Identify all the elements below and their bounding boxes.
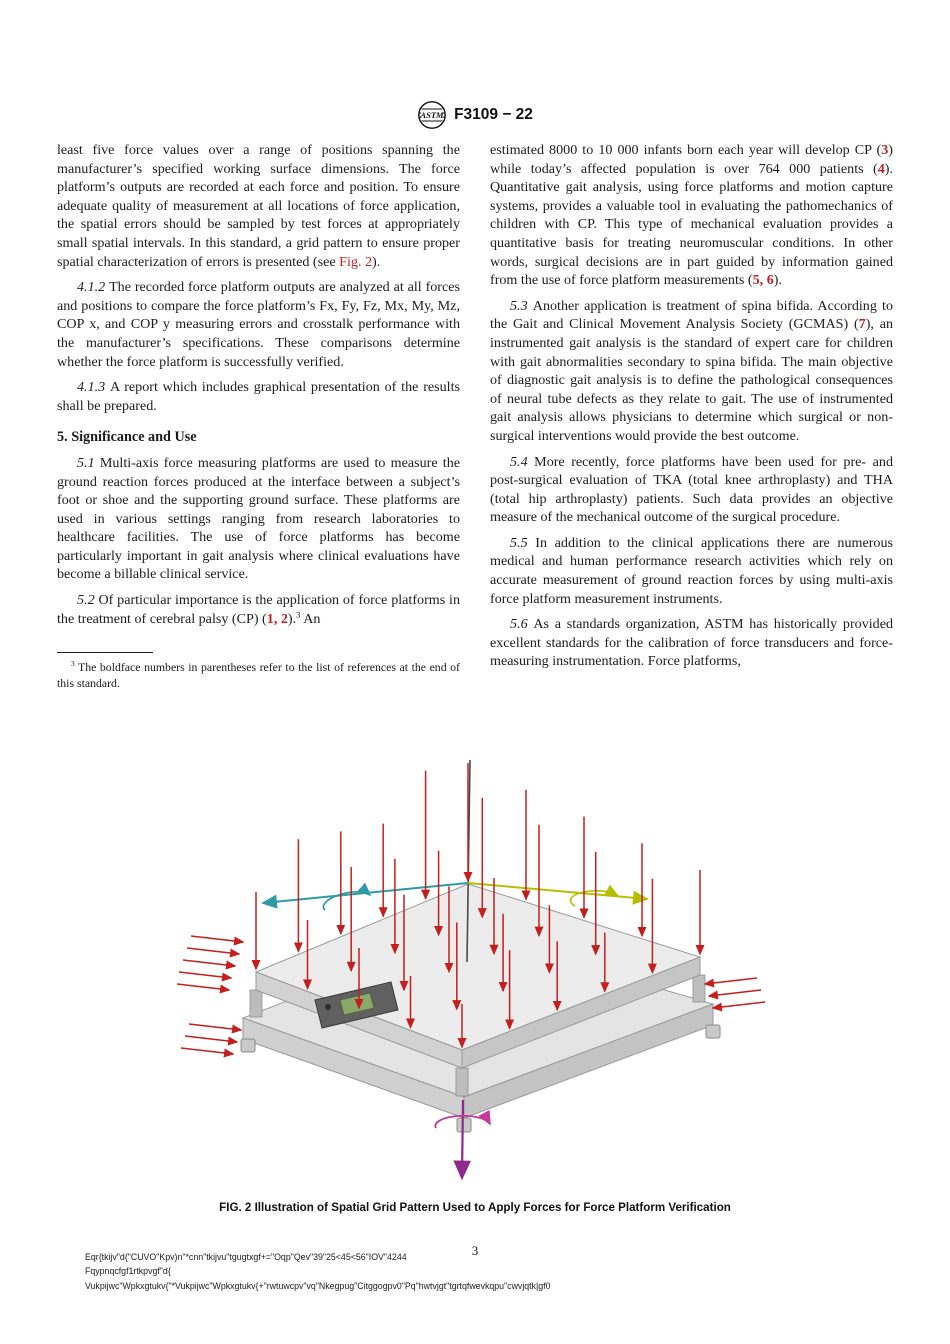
text-segment: 5.2 [77,592,99,609]
left-column [57,141,460,691]
paragraph-5-2 [57,591,460,628]
text-segment: 5.3 [510,297,533,314]
paragraph-5-5 [490,534,893,608]
text-segment: 3 [71,659,75,669]
text-segment: ). [773,272,782,289]
license-line-1: Eqr{tkijv"d{"CUVO"Kpv)n"*cnn"tkijvu"tgugtxgf+="Oqp"Qev"39"25<45<56"IOV"4244 [85,1252,407,1262]
reference-link[interactable]: 1, 2 [266,610,288,627]
page-header [0,100,950,130]
paragraph-5-1 [57,454,460,584]
paragraph-4-1-2 [57,278,460,371]
text-segment: A report which includes graphical presentation of the results shall be prepared. [57,379,460,414]
text-segment: 3 [296,608,301,619]
text-segment: 5.1 [77,454,100,471]
right-column [490,141,893,671]
text-segment: 4.1.2 [77,279,110,296]
text-segment: 5.5 [510,534,536,551]
figure-2 [165,752,785,1192]
astm-logo-text: ASTM [420,109,444,120]
text-segment: 5.6 [510,616,534,633]
license-line-3: Vukpijwc"Wpkxgtukv{"*Vukpijwc"Wpkxgtukv{+"rwtuwcpv"vq"Nkegpug"Citggogpv0"Pq"hwtvjgt"tgrtqfwevkqpu"cwvjqtk|gf0 [85,1280,551,1291]
text-segment: ). [372,253,381,270]
paragraph-5-6 [490,615,893,671]
text-segment: estimated 8000 to 10 000 infants born each year will develop CP ( [490,142,882,158]
text-segment: ), an instrumented gait analysis is the standard of expert care for children with gait abnormalities secondary to spina bifida. The main objective of diagnostic gait analysis is to define the pathological consequences of neural tube defects as they relate to gait. The use of instrumented gait analysis allows physicians to determine which surgical or non-surgical interventions would provide the best outcome. [490,316,894,444]
text-segment: least five force values over a range of positions spanning the manufacturer’s specified working surface dimensions. The force platform’s outputs are recorded at each force and position. To ensure adequate quality of measurement at all locations of force application, the spatial errors should be sampled by test forces at appropriately small spatial intervals. In this standard, a grid pattern to ensure proper spatial characterization of errors is presented (see [57,142,460,270]
figure-2-caption: FIG. 2 Illustration of Spatial Grid Pattern Used to Apply Forces for Force Platform Verification [219,1201,731,1214]
paragraph-4-1-1-continued [57,141,460,271]
text-segment: Another application is treatment of spina bifida. According to the Gait and Clinical Movement Analysis Society (GCMAS) ( [490,297,893,333]
text-segment: ) while today’s affected population is over 764 000 patients ( [490,142,893,177]
text-segment: 5.4 [510,453,535,470]
standard-designation: F3109 − 22 [454,106,533,123]
reference-link[interactable]: Fig. 2 [339,253,373,270]
text-segment: 4.1.3 [77,379,110,396]
text-segment: Of particular importance is the application of force platforms in the treatment of cerebral palsy (CP) ( [57,592,461,627]
footnote-rule [57,652,153,653]
z-axis-lower-purple [462,1100,463,1176]
figure-2-illustration [165,752,785,1192]
text-segment: The boldface numbers in parentheses refer to the list of references at the end of this standard. [57,660,460,690]
paragraph-5-2-continued [490,141,893,290]
text-segment: In addition to the clinical applications there are numerous medical and human performance research activities which rely on accurate measurement of ground reaction forces by using multi-axis force platform measurement instruments. [490,534,893,607]
reference-link[interactable]: 5, 6 [752,272,774,289]
reference-link[interactable]: 3 [881,142,889,158]
text-segment: Multi-axis force measuring platforms are used to measure the ground reaction forces produced at the interface between a subject’s foot or shoe and the supporting ground surface. These platforms are used in various settings ranging from research laboratories to healthcare facilities. The use of force platforms has become particularly important in gait analysis where clinical evaluations have become a billable clinical service. [57,454,461,583]
text-segment: More recently, force platforms have been used for pre- and post-surgical evaluation of TKA (total knee arthroplasty) and THA (total hip arthroplasty) patients. Such data provides an objective measure of the mechanical outcome of the surgical procedure. [490,453,893,526]
text-segment: ). Quantitative gait analysis, using force platforms and motion capture systems, provides a valuable tool in evaluating the pathomechanics of children with CP. This type of mechanical evaluation provides a quantitative basis for treating neuromuscular conditions. In other words, surgical decisions are in part guided by information gained from the use of force platform measurements ( [490,160,893,289]
footnote-3-text [57,660,460,691]
text-segment: ). [287,610,297,627]
astm-logo-icon [417,100,447,130]
page-number: 3 [471,1243,479,1258]
reference-link[interactable]: 4 [877,160,885,177]
reference-link[interactable]: 7 [858,316,866,333]
footnote-3 [57,652,460,691]
license-line-2: Fqypnqcfgf1rtkpvgf"d{ [85,1266,171,1277]
section-5-heading: 5. Significance and Use [57,429,197,446]
paragraph-5-3 [490,297,893,446]
text-segment: As a standards organization, ASTM has historically provided excellent standards for the calibration of force transducers and force-measuring instrumentation. Force platforms, [490,616,894,670]
text-segment: The recorded force platform outputs are analyzed at all forces and positions to compare the force platform’s Fx, Fy, Fz, Mx, My, Mz, COP x, and COP y measuring errors and crosstalk performance with the manufacturer’s specifications. These comparisons determine whether the force platform is successfully verified. [57,279,460,370]
x-axis-rotation-arc [571,891,617,906]
license-notice [85,1250,551,1293]
text-segment: An [300,610,321,627]
paragraph-4-1-3 [57,378,460,415]
paragraph-5-4 [490,453,893,527]
